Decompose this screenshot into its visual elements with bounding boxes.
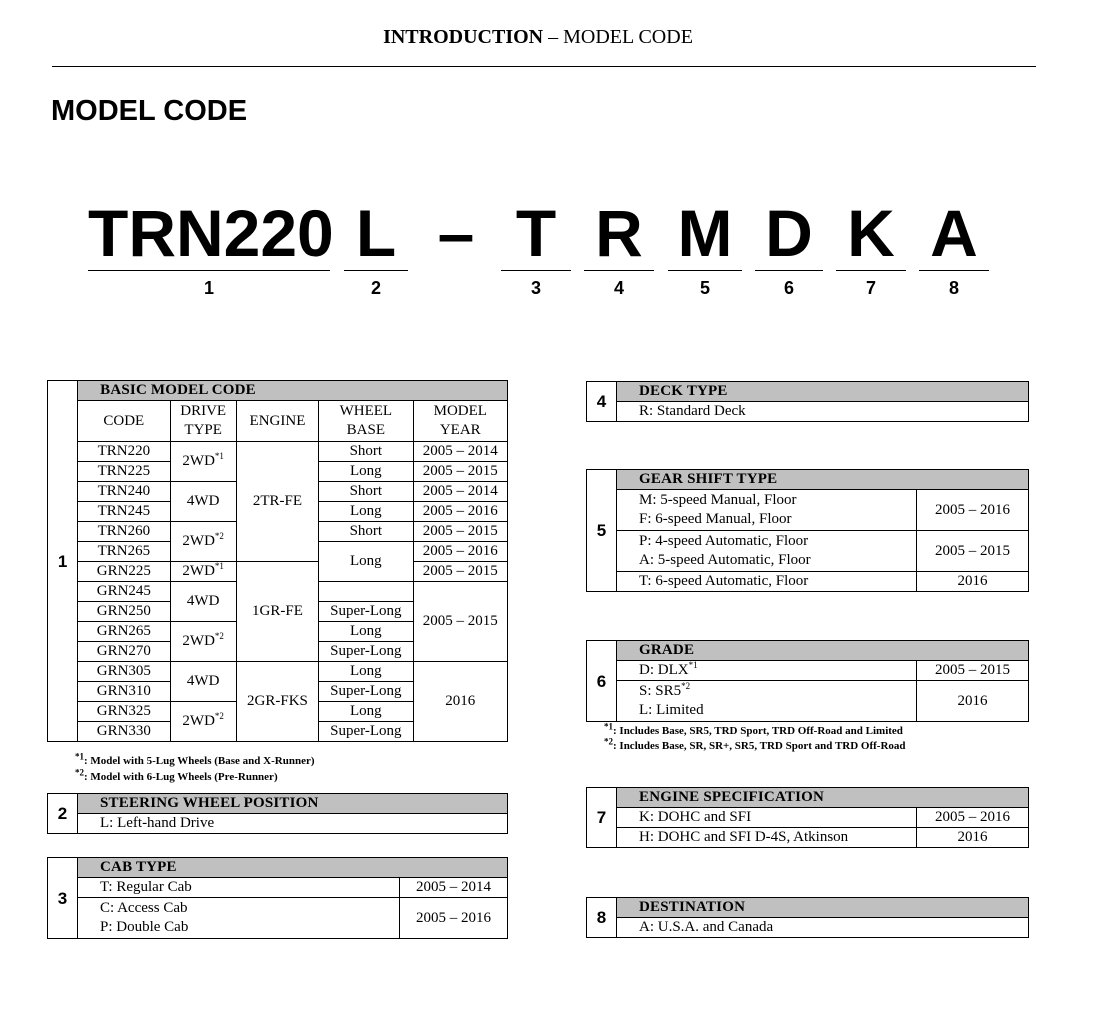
wheel-cell: Super-Long <box>319 642 413 662</box>
year-cell: 2005 – 2015 <box>917 661 1029 681</box>
grade-footnote-1: $^{*1}$: Includes Base, SR5, TRD Sport, TRD Off-Road and Limited <box>604 721 903 737</box>
table-row: T: 6-speed Automatic, Floor <box>617 572 917 592</box>
year-cell: 2016 <box>413 662 507 742</box>
year-cell: 2005 – 2014 <box>413 442 507 462</box>
table-heading: GRADE <box>617 641 1029 661</box>
year-cell: 2005 – 2014 <box>413 482 507 502</box>
code-cell: TRN240 <box>78 482 170 502</box>
year-cell: 2005 – 2015 <box>413 582 507 662</box>
code-number: 4 <box>613 278 624 298</box>
section-number: 8 <box>587 898 617 938</box>
year-cell: 2005 – 2015 <box>413 522 507 542</box>
code-cell: GRN245 <box>78 582 170 602</box>
table-row: L: Left-hand Drive <box>78 814 508 834</box>
table-row: K: DOHC and SFI <box>617 808 917 828</box>
year-cell: 2005 – 2016 <box>400 898 508 939</box>
year-cell: 2005 – 2016 <box>413 502 507 522</box>
col-header-drive: DRIVE TYPE <box>170 401 236 442</box>
code-cell: GRN250 <box>78 602 170 622</box>
code-cell: GRN325 <box>78 702 170 722</box>
steering-table <box>47 793 508 834</box>
section-number: 4 <box>587 382 617 422</box>
col-header-year: MODEL YEAR <box>413 401 507 442</box>
code-underline <box>344 270 408 271</box>
wheel-cell: Long <box>319 462 413 482</box>
drive-cell: 2WD$^{*2}$ <box>170 522 236 562</box>
code-cell: GRN310 <box>78 682 170 702</box>
code-char-8: A <box>930 196 978 270</box>
code-char-6: D <box>765 196 813 270</box>
table-row: C: Access Cab P: Double Cab <box>78 898 400 939</box>
wheel-cell: Super-Long <box>319 682 413 702</box>
engine-cell: 2TR-FE <box>236 442 318 562</box>
deck-type-table <box>586 381 1029 422</box>
footnote-2: $^{*2}$: Model with 6-Lug Wheels (Pre-Runner) <box>75 767 278 783</box>
basic-model-code-table <box>47 380 508 742</box>
code-number: 6 <box>783 278 794 298</box>
year-cell: 2016 <box>917 828 1029 848</box>
table-row: M: 5-speed Manual, Floor F: 6-speed Manual, Floor <box>617 490 917 531</box>
grade-table <box>586 640 1029 722</box>
drive-cell: 2WD$^{*1}$ <box>170 442 236 482</box>
code-number: 5 <box>699 278 710 298</box>
code-underline <box>836 270 906 271</box>
code-cell: TRN245 <box>78 502 170 522</box>
year-cell: 2005 – 2016 <box>917 808 1029 828</box>
table-row: R: Standard Deck <box>617 402 1029 422</box>
code-underline <box>755 270 823 271</box>
table-heading: DECK TYPE <box>617 382 1029 402</box>
wheel-cell: Long <box>319 702 413 722</box>
code-char-5: M <box>677 196 733 270</box>
table-row: S: SR5$^{*2}$ L: Limited <box>617 681 917 722</box>
code-cell: GRN270 <box>78 642 170 662</box>
code-number: 7 <box>865 278 876 298</box>
engine-spec-table <box>586 787 1029 848</box>
table-row: H: DOHC and SFI D-4S, Atkinson <box>617 828 917 848</box>
drive-cell: 2WD$^{*1}$ <box>170 562 236 582</box>
wheel-cell: Super-Long <box>319 722 413 742</box>
code-char-4: R <box>595 196 643 270</box>
wheel-cell: Long <box>319 542 413 582</box>
drive-cell: 4WD <box>170 582 236 622</box>
code-dash: – <box>437 196 475 270</box>
gear-shift-table <box>586 469 1029 592</box>
header-divider <box>52 66 1036 67</box>
wheel-cell: Short <box>319 482 413 502</box>
header-bold: INTRODUCTION <box>383 26 544 48</box>
code-char-2: L <box>355 196 397 270</box>
code-underline <box>501 270 571 271</box>
section-number: 7 <box>587 788 617 848</box>
wheel-cell: Long <box>319 502 413 522</box>
section-number: 1 <box>48 381 78 742</box>
code-underline <box>919 270 989 271</box>
wheel-cell: Short <box>319 442 413 462</box>
wheel-cell: Short <box>319 522 413 542</box>
code-char-1: TRN220 <box>88 196 334 270</box>
table-row: A: U.S.A. and Canada <box>617 918 1029 938</box>
code-number: 3 <box>530 278 541 298</box>
table-heading: STEERING WHEEL POSITION <box>78 794 508 814</box>
year-cell: 2005 – 2016 <box>413 542 507 562</box>
year-cell: 2005 – 2015 <box>413 562 507 582</box>
table-heading: CAB TYPE <box>78 858 508 878</box>
code-char-7: K <box>847 196 895 270</box>
engine-cell: 2GR-FKS <box>236 662 318 742</box>
wheel-cell: Long <box>319 662 413 682</box>
code-cell: GRN225 <box>78 562 170 582</box>
wheel-cell: Long <box>319 622 413 642</box>
code-number: 2 <box>370 278 381 298</box>
table-row: P: 4-speed Automatic, Floor A: 5-speed Automatic, Floor <box>617 531 917 572</box>
code-cell: TRN220 <box>78 442 170 462</box>
wheel-cell: Super-Long <box>319 602 413 622</box>
code-underline <box>668 270 742 271</box>
footnote-1: $^{*1}$: Model with 5-Lug Wheels (Base and X-Runner) <box>75 751 315 767</box>
drive-cell: 2WD$^{*2}$ <box>170 702 236 742</box>
table-heading: DESTINATION <box>617 898 1029 918</box>
col-header-wheel: WHEEL BASE <box>319 401 413 442</box>
code-cell: TRN265 <box>78 542 170 562</box>
drive-cell: 4WD <box>170 482 236 522</box>
table-heading: ENGINE SPECIFICATION <box>617 788 1029 808</box>
code-cell: GRN305 <box>78 662 170 682</box>
section-number: 3 <box>48 858 78 939</box>
table-row: D: DLX$^{*1}$ <box>617 661 917 681</box>
table-row: T: Regular Cab <box>78 878 400 898</box>
code-cell: GRN330 <box>78 722 170 742</box>
year-cell: 2005 – 2015 <box>917 531 1029 572</box>
code-cell: TRN260 <box>78 522 170 542</box>
year-cell: 2016 <box>917 681 1029 722</box>
table-heading: GEAR SHIFT TYPE <box>617 470 1029 490</box>
engine-cell: 1GR-FE <box>236 562 318 662</box>
cab-type-table <box>47 857 508 939</box>
grade-footnote-2: $^{*2}$: Includes Base, SR, SR+, SR5, TRD Sport and TRD Off-Road <box>604 736 906 752</box>
wheel-cell-empty <box>319 582 413 602</box>
col-header-engine: ENGINE <box>236 401 318 442</box>
year-cell: 2005 – 2015 <box>413 462 507 482</box>
code-cell: GRN265 <box>78 622 170 642</box>
drive-cell: 2WD$^{*2}$ <box>170 622 236 662</box>
destination-table <box>586 897 1029 938</box>
code-number: 8 <box>948 278 959 298</box>
code-underline <box>584 270 654 271</box>
year-cell: 2005 – 2016 <box>917 490 1029 531</box>
section-number: 2 <box>48 794 78 834</box>
year-cell: 2005 – 2014 <box>400 878 508 898</box>
code-char-3: T <box>515 196 557 270</box>
col-header-code: CODE <box>78 401 170 442</box>
code-cell: TRN225 <box>78 462 170 482</box>
section-number: 6 <box>587 641 617 722</box>
code-underline <box>88 270 330 271</box>
page-header <box>0 26 1076 49</box>
code-number: 1 <box>203 278 214 298</box>
page-title: MODEL CODE <box>51 95 248 127</box>
year-cell: 2016 <box>917 572 1029 592</box>
table-heading: BASIC MODEL CODE <box>78 381 508 401</box>
section-number: 5 <box>587 470 617 592</box>
drive-cell: 4WD <box>170 662 236 702</box>
header-rest: – MODEL CODE <box>543 26 693 48</box>
